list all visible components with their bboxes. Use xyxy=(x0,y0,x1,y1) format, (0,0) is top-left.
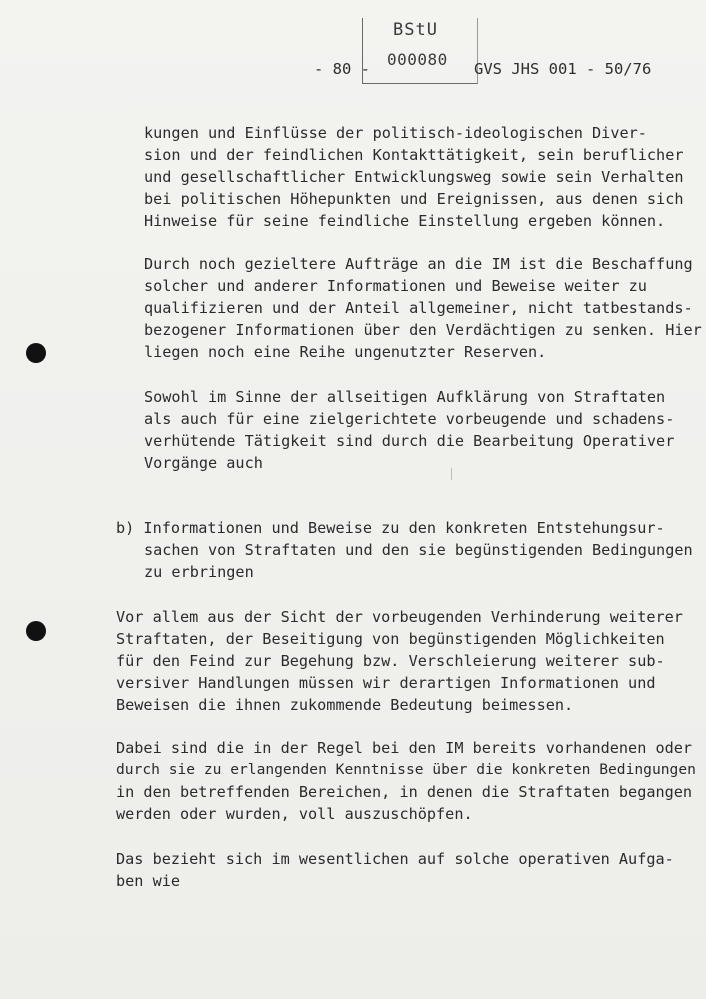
text-line: verhütende Tätigkeit sind durch die Bearbeitung Operativer xyxy=(144,432,675,450)
text-line: in den betreffenden Bereichen, in denen die Straftaten begangen xyxy=(116,783,693,801)
text-line: und gesellschaftlicher Entwicklungsweg sowie sein Verhalten xyxy=(144,168,684,186)
text-line: sachen von Straftaten und den sie begünstigenden Bedingungen xyxy=(144,541,693,559)
text-line: sion und der feindlichen Kontakttätigkeit, sein beruflicher xyxy=(144,146,684,164)
text-line: Dabei sind die in der Regel bei den IM bereits vorhandenen oder xyxy=(116,739,693,757)
text-line: b) Informationen und Beweise zu den konkreten Entstehungsur- xyxy=(116,519,665,537)
text-line: ben wie xyxy=(116,872,181,890)
page-number: - 80 - xyxy=(314,60,370,78)
stamp-label: BStU xyxy=(393,20,438,40)
text-line: versiver Handlungen müssen wir derartigen Informationen und xyxy=(116,674,656,692)
text-line: Durch noch gezieltere Aufträge an die IM ist die Beschaffung xyxy=(144,255,693,273)
text-line: kungen und Einflüsse der politisch-ideologischen Diver- xyxy=(144,124,647,142)
text-line: Straftaten, der Beseitigung von begünstigenden Möglichkeiten xyxy=(116,630,665,648)
text-line: Vorgänge auch xyxy=(144,454,263,472)
stamp-number: 000080 xyxy=(387,50,448,69)
text-line: Beweisen die ihnen zukommende Bedeutung beimessen. xyxy=(116,696,574,714)
text-line: Sowohl im Sinne der allseitigen Aufklärung von Straftaten xyxy=(144,388,666,406)
document-reference: GVS JHS 001 - 50/76 xyxy=(474,60,652,78)
text-line: Vor allem aus der Sicht der vorbeugenden Verhinderung weiterer xyxy=(116,608,683,626)
margin-mark xyxy=(451,468,452,480)
text-line: qualifizieren und der Anteil allgemeiner, nicht tatbestands- xyxy=(144,299,693,317)
punch-hole xyxy=(26,343,46,363)
text-line: solcher und anderer Informationen und Beweise weiter zu xyxy=(144,277,647,295)
text-line: für den Feind zur Begehung bzw. Verschleierung weiterer sub- xyxy=(116,652,665,670)
text-line: werden oder wurden, voll auszuschöpfen. xyxy=(116,805,473,823)
text-line: Das bezieht sich im wesentlichen auf solche operativen Aufga- xyxy=(116,850,674,868)
archive-stamp xyxy=(362,18,478,84)
text-line: bezogener Informationen über den Verdächtigen zu senken. Hier xyxy=(144,321,702,339)
text-line: liegen noch eine Reihe ungenutzter Reserven. xyxy=(144,343,547,361)
punch-hole xyxy=(26,621,46,641)
text-line: Hinweise für seine feindliche Einstellung ergeben können. xyxy=(144,212,666,230)
text-line: bei politischen Höhepunkten und Ereignissen, aus denen sich xyxy=(144,190,684,208)
text-line: durch sie zu erlangenden Kenntnisse über die konkreten Bedingungen xyxy=(116,761,696,778)
text-line: als auch für eine zielgerichtete vorbeugende und schadens- xyxy=(144,410,675,428)
text-line: zu erbringen xyxy=(144,563,254,581)
